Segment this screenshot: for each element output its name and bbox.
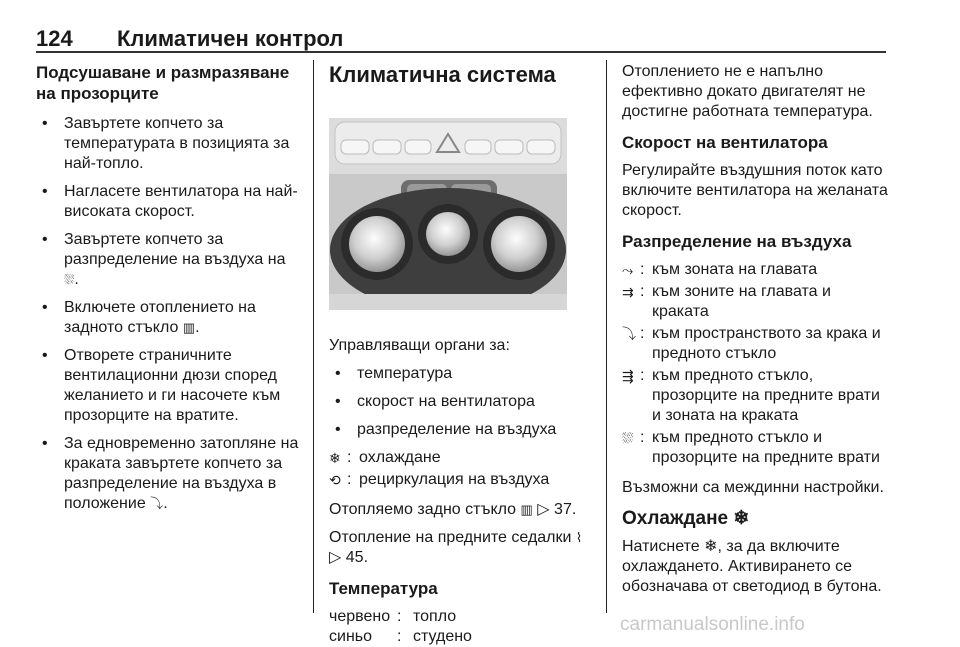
head-feet-zone-icon: ⇉ [622, 284, 634, 300]
climate-control-panel-image [329, 118, 567, 310]
snowflake-icon: ❄ [329, 450, 341, 466]
list-item: • Завъртете копчето за температурата в позицията за най-топло. [36, 114, 304, 174]
list-item: • Нагласете вентилатора на най-високата скорост. [36, 182, 304, 222]
rear-window-ref: Отопляемо задно стъкло ▥ ▷ 37. [329, 501, 577, 518]
list-item: ⛆ : към предното стъкло и прозорците на предните врати [622, 429, 880, 466]
air-distribution-list [622, 260, 890, 468]
page-ref-arrow-icon: ▷ [537, 501, 550, 518]
temperature-heading: Температура [329, 579, 438, 598]
list-item: • температура [329, 364, 595, 384]
list-item: ⤳ : към зоната на главата [622, 261, 818, 278]
seat-heat-icon: ⌇ [575, 530, 583, 545]
header-divider [36, 51, 886, 53]
list-item: ⇶ : към предното стъкло, прозорците на предните врати и зоната на краката [622, 367, 880, 424]
list-item: • скорост на вентилатора [329, 392, 595, 412]
watermark: carmanualsonline.info [620, 614, 805, 635]
recirculation-icon: ⟲ [329, 472, 341, 488]
list-item: ⇉ : към зоните на главата и краката [622, 283, 831, 320]
page-ref-arrow-icon: ▷ [329, 549, 342, 566]
snowflake-icon: ❄ [704, 538, 718, 555]
snowflake-icon: ❄ [733, 508, 750, 529]
column-divider-2 [606, 60, 607, 613]
climate-system-heading: Климатична система [329, 62, 556, 87]
controls-intro: Управляващи органи за: [329, 337, 510, 354]
list-item: ⤵ : към пространството за крака и предното стъкло [622, 325, 881, 362]
intermediate-settings-note: Възможни са междинни настройки. [622, 479, 884, 496]
page-number: 124 [36, 26, 73, 51]
list-item: • разпределение на въздуха [329, 420, 595, 440]
defog-steps [36, 114, 304, 514]
legend-row: ⟲ : рециркулация на въздуха [329, 471, 550, 488]
fan-speed-text: Регулирайте въздушния поток като включите вентилатора на желаната скорост. [622, 162, 888, 219]
temp-row: червено : топло [329, 608, 457, 625]
seat-heat-ref: Отопление на предните седалки ⌇ ▷ 45. [329, 529, 583, 566]
column-right [622, 62, 890, 605]
cooling-text: Натиснете ❄, за да включите охлаждането. Активирането се обозначава от светодиод в бутона. [622, 538, 882, 595]
rear-window-heat-icon: ▥ [520, 502, 533, 517]
column-left [36, 62, 304, 522]
heating-note: Отоплението не е напълно ефективно докато двигателят не достигне работната температура. [622, 63, 873, 120]
temp-row: синьо : студено [329, 628, 472, 645]
list-item: • Включете отоплението на задното стъкло ▥. [36, 298, 304, 338]
windshield-doors-feet-icon: ⇶ [622, 368, 634, 384]
chapter-title: Климатичен контрол [117, 26, 344, 51]
list-item: • Завъртете копчето за разпределение на въздуха на ⛆. [36, 230, 304, 290]
button-legend [329, 448, 595, 490]
controls-list [329, 364, 595, 440]
list-item: • Отворете страничните вентилационни дюзи според желанието и ги насочете към прозорците на вратите. [36, 346, 304, 426]
page-header [36, 26, 886, 52]
fan-speed-heading: Скорост на вентилатора [622, 133, 828, 152]
rear-window-heat-icon: ▥ [182, 320, 196, 335]
cooling-heading: Охлаждане ❄ [622, 508, 750, 529]
windshield-feet-icon: ⤵ [150, 496, 164, 511]
defog-heading: Подсушаване и размразяване на прозорците [36, 63, 290, 103]
feet-windshield-icon: ⤵ [622, 326, 636, 342]
windshield-fan-icon: ⛆ [622, 430, 634, 446]
air-distribution-heading: Разпределение на въздуха [622, 232, 852, 251]
column-divider-1 [313, 60, 314, 613]
column-middle [329, 62, 595, 647]
list-item: • За едновременно затопляне на краката завъртете копчето за разпределение на въздуха в положение ⤵. [36, 434, 304, 514]
head-zone-icon: ⤳ [622, 262, 634, 278]
legend-row: ❄ : охлаждане [329, 449, 441, 466]
windshield-fan-icon: ⛆ [64, 272, 75, 287]
